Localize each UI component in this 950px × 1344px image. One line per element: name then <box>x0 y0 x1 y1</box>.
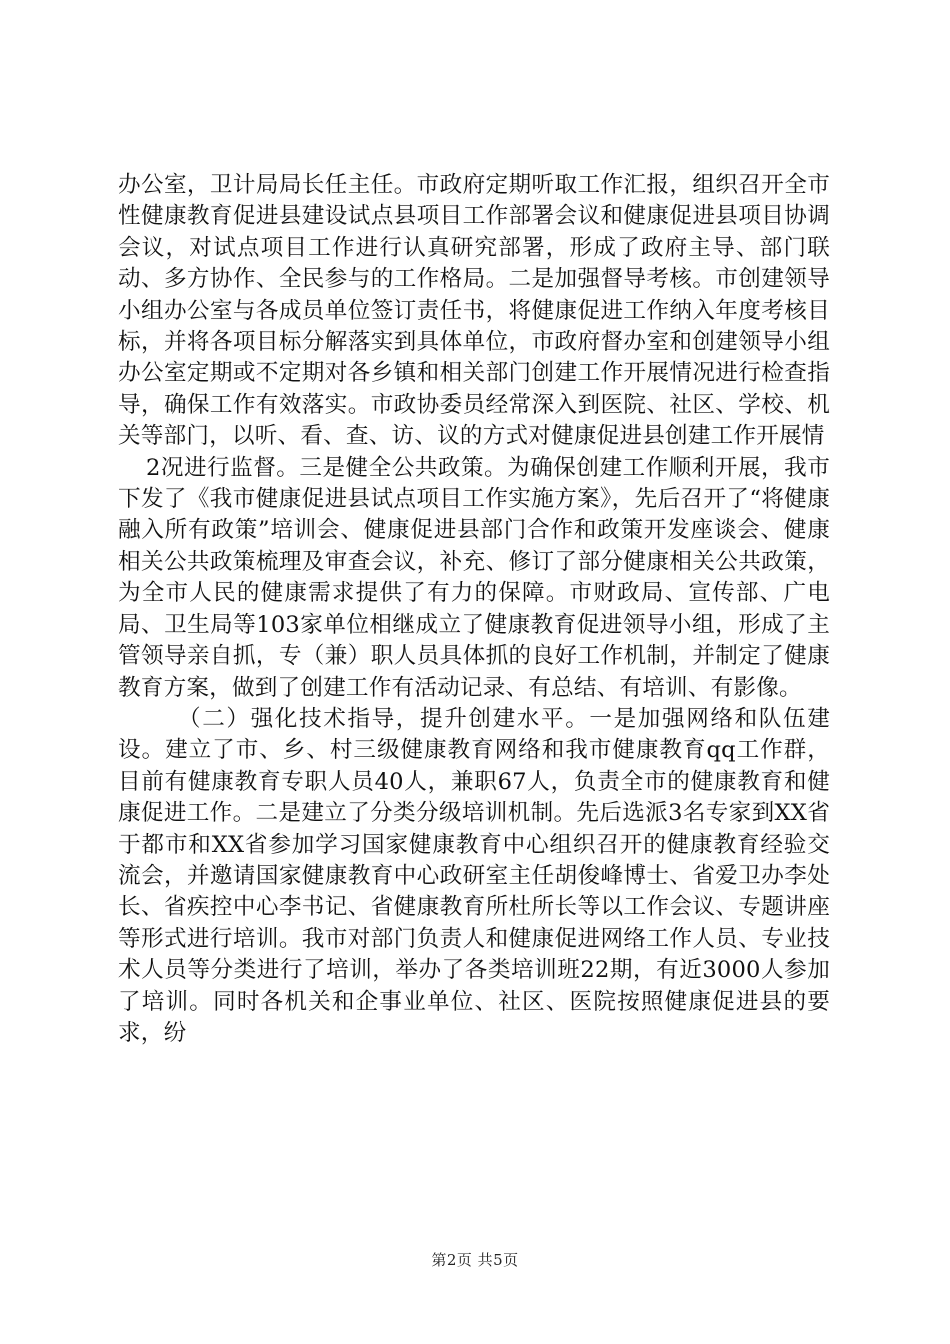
page-footer: 第2页 共5页 <box>431 1251 519 1269</box>
paragraph-2: 2况进行监督。三是健全公共政策。为确保创建工作顺利开展，我市下发了《我市健康促进县试点项目工作实施方案》，先后召开了“将健康融入所有政策”培训会、健康促进县部门合作和政策开发座谈会、健康相关公共政策梳理及审查会议，补充、修订了部分健康相关公共政策，为全市人民的健康需求提供了有力的保障。市财政局、宣传部、广电局、卫生局等103家单位相继成立了健康教育促进领导小组，形成了主管领导亲自抓，专（兼）职人员具体抓的良好工作机制，并制定了健康教育方案，做到了创建工作有活动记录、有总结、有培训、有影像。 <box>118 454 830 701</box>
paragraph-3: （二）强化技术指导，提升创建水平。一是加强网络和队伍建设。建立了市、乡、村三级健康教育网络和我市健康教育qq工作群，目前有健康教育专职人员40人，兼职67人，负责全市的健康教育和健康促进工作。二是建立了分类分级培训机制。先后选派3名专家到XX省于都市和XX省参加学习国家健康教育中心组织召开的健康教育经验交流会，并邀请国家健康教育中心政研室主任胡俊峰博士、省爱卫办李处长、省疾控中心李书记、省健康教育所杜所长等以工作会议、专题讲座等形式进行培训。我市对部门负责人和健康促进网络工作人员、专业技术人员等分类进行了培训，举办了各类培训班22期，有近3000人参加了培训。同时各机关和企事业单位、社区、医院按照健康促进县的要求，纷 <box>118 705 830 1046</box>
paragraph-1: 办公室，卫计局局长任主任。市政府定期听取工作汇报，组织召开全市性健康教育促进县建设试点县项目工作部署会议和健康促进县项目协调会议，对试点项目工作进行认真研究部署，形成了政府主导、部门联动、多方协作、全民参与的工作格局。二是加强督导考核。市创建领导小组办公室与各成员单位签订责任书，将健康促进工作纳入年度考核目标，并将各项目标分解落实到具体单位，市政府督办室和创建领导小组办公室定期或不定期对各乡镇和相关部门创建工作开展情况进行检查指导，确保工作有效落实。市政协委员经常深入到医院、社区、学校、机关等部门，以听、看、查、访、议的方式对健康促进县创建工作开展情 <box>118 172 830 450</box>
document-body <box>118 170 830 1049</box>
